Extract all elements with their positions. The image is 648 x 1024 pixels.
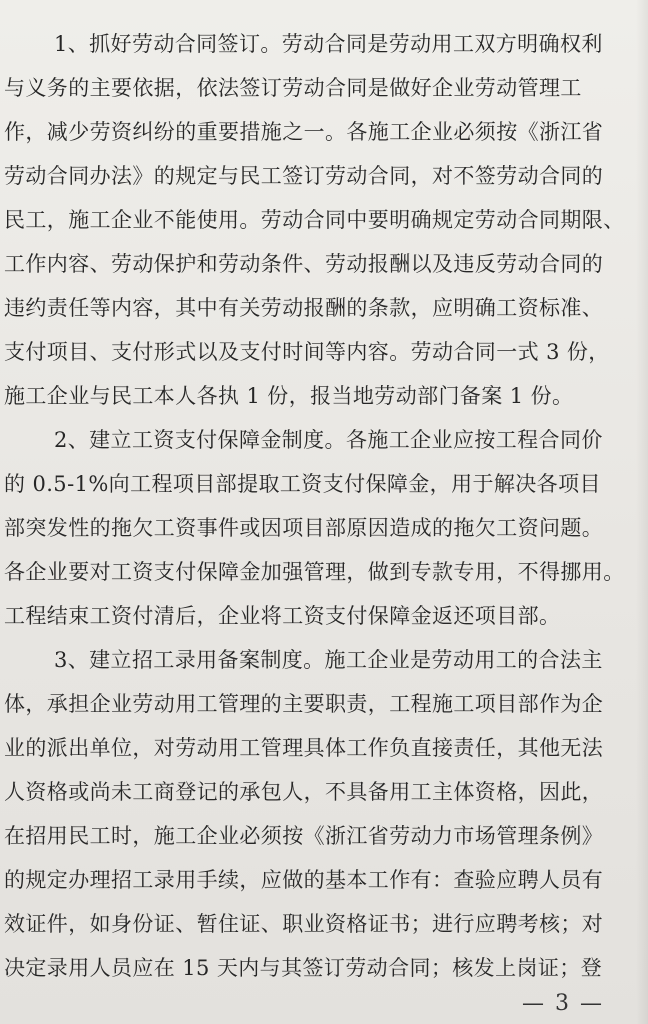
text-line: 劳动合同办法》的规定与民工签订劳动合同，对不签劳动合同的 <box>4 164 604 188</box>
text-line: 体，承担企业劳动用工管理的主要职责，工程施工项目部作为企 <box>4 692 604 716</box>
text-line: 与义务的主要依据，依法签订劳动合同是做好企业劳动管理工 <box>4 76 582 100</box>
text-line: 民工，施工企业不能使用。劳动合同中要明确规定劳动合同期限、 <box>4 208 625 232</box>
text-line: 部突发性的拖欠工资事件或因项目部原因造成的拖欠工资问题。 <box>4 516 604 540</box>
text-line: 工作内容、劳动保护和劳动条件、劳动报酬以及违反劳动合同的 <box>4 252 604 276</box>
text-line: 各企业要对工资支付保障金加强管理，做到专款专用，不得挪用。 <box>4 560 625 584</box>
text-line: 的 0.5-1%向工程项目部提取工资支付保障金，用于解决各项目 <box>4 472 601 496</box>
text-line: 2、建立工资支付保障金制度。各施工企业应按工程合同价 <box>54 428 603 452</box>
text-line: 的规定办理招工录用手续，应做的基本工作有：查验应聘人员有 <box>4 868 604 892</box>
text-line: 1、抓好劳动合同签订。劳动合同是劳动用工双方明确权利 <box>54 32 603 56</box>
text-line: 施工企业与民工本人各执 1 份，报当地劳动部门备案 1 份。 <box>4 384 574 408</box>
text-line: 作，减少劳资纠纷的重要措施之一。各施工企业必须按《浙江省 <box>4 120 604 144</box>
text-line: 人资格或尚未工商登记的承包人，不具备用工主体资格，因此， <box>4 780 604 804</box>
text-line: 效证件，如身份证、暂住证、职业资格证书；进行应聘考核；对 <box>4 912 604 936</box>
text-line: 3、建立招工录用备案制度。施工企业是劳动用工的合法主 <box>54 648 603 672</box>
text-line: 违约责任等内容，其中有关劳动报酬的条款，应明确工资标准、 <box>4 296 604 320</box>
text-line: 支付项目、支付形式以及支付时间等内容。劳动合同一式 3 份， <box>4 340 610 364</box>
text-line: 决定录用人员应在 15 天内与其签订劳动合同；核发上岗证；登 <box>4 956 603 980</box>
text-line: 工程结束工资付清后，企业将工资支付保障金返还项目部。 <box>4 604 561 628</box>
page-number: — 3 — <box>522 991 604 1016</box>
scan-edge-shadow <box>636 0 648 1024</box>
text-line: 业的派出单位，对劳动用工管理具体工作负直接责任，其他无法 <box>4 736 604 760</box>
text-line: 在招用民工时，施工企业必须按《浙江省劳动力市场管理条例》 <box>4 824 604 848</box>
